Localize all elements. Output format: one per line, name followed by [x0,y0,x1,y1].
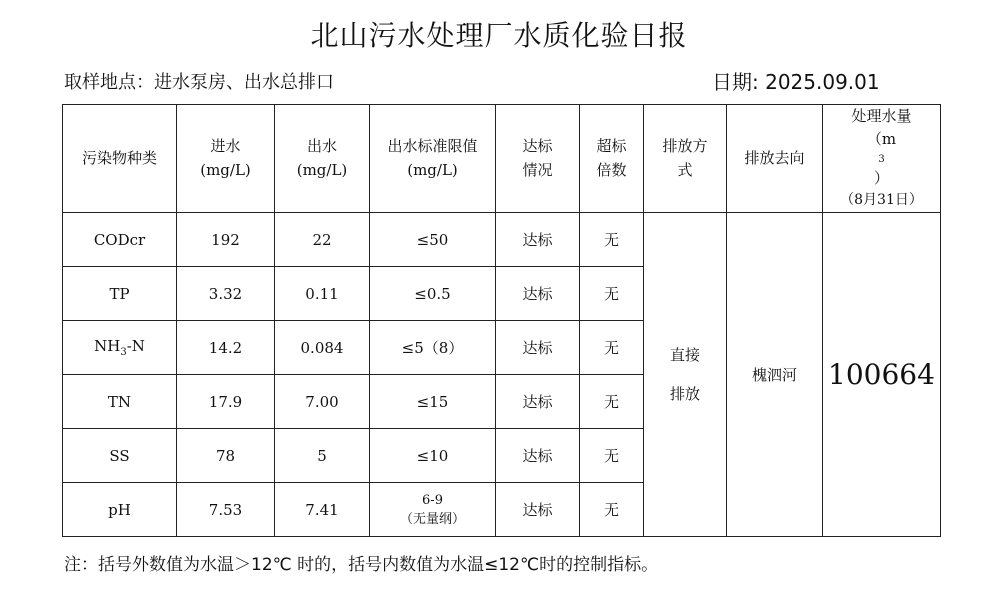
exceed-multiple: 无 [580,375,644,429]
pollutant-name: SS [63,429,177,483]
outflow-value: 0.11 [275,267,370,321]
outflow-value: 5 [275,429,370,483]
water-quality-table [62,104,941,537]
inflow-value: 3.32 [177,267,275,321]
report-date: 日期: 2025.09.01 [712,70,880,94]
header-pollutant: 污染物种类 [63,105,177,213]
compliance-status: 达标 [496,321,580,375]
discharge-destination: 槐泗河 [727,213,823,537]
outflow-value: 0.084 [275,321,370,375]
inflow-value: 192 [177,213,275,267]
inflow-value: 78 [177,429,275,483]
pollutant-name: TP [63,267,177,321]
report-title: 北山污水处理厂水质化验日报 [310,19,688,52]
pollutant-name: TN [63,375,177,429]
compliance-status: 达标 [496,375,580,429]
compliance-status: 达标 [496,429,580,483]
limit-value: ≤5（8） [370,321,496,375]
limit-value: 6-9 （无量纲） [370,483,496,537]
discharge-mode: 直接 排放 [644,213,727,537]
pollutant-name: pH [63,483,177,537]
inflow-value: 17.9 [177,375,275,429]
header-inflow: 进水 (mg/L) [177,105,275,213]
outflow-value: 22 [275,213,370,267]
pollutant-name: CODcr [63,213,177,267]
header-limit: 出水标准限值 (mg/L) [370,105,496,213]
exceed-multiple: 无 [580,321,644,375]
outflow-value: 7.41 [275,483,370,537]
header-discharge-mode: 排放方 式 [644,105,727,213]
table-row [63,213,941,267]
header-exceed-multiple: 超标 倍数 [580,105,644,213]
header-destination: 排放去向 [727,105,823,213]
inflow-value: 14.2 [177,321,275,375]
pollutant-name: $NH_3-N$ [63,321,177,375]
header-compliance: 达标 情况 [496,105,580,213]
sampling-location: 取样地点：进水泵房、出水总排口 [64,72,334,93]
exceed-multiple: 无 [580,483,644,537]
table-header-row [63,105,941,213]
limit-value: ≤10 [370,429,496,483]
exceed-multiple: 无 [580,213,644,267]
compliance-status: 达标 [496,267,580,321]
header-volume: 处理水量 （m 3 ） （8月31日） [823,105,941,213]
compliance-status: 达标 [496,483,580,537]
limit-value: ≤50 [370,213,496,267]
exceed-multiple: 无 [580,429,644,483]
inflow-value: 7.53 [177,483,275,537]
limit-value: ≤15 [370,375,496,429]
treated-volume: 100664 [823,213,941,537]
outflow-value: 7.00 [275,375,370,429]
compliance-status: 达标 [496,213,580,267]
limit-value: ≤0.5 [370,267,496,321]
footnote: 注：括号外数值为水温＞12℃ 时的，括号内数值为水温≤12℃时的控制指标。 [64,555,659,575]
exceed-multiple: 无 [580,267,644,321]
header-outflow: 出水 (mg/L) [275,105,370,213]
